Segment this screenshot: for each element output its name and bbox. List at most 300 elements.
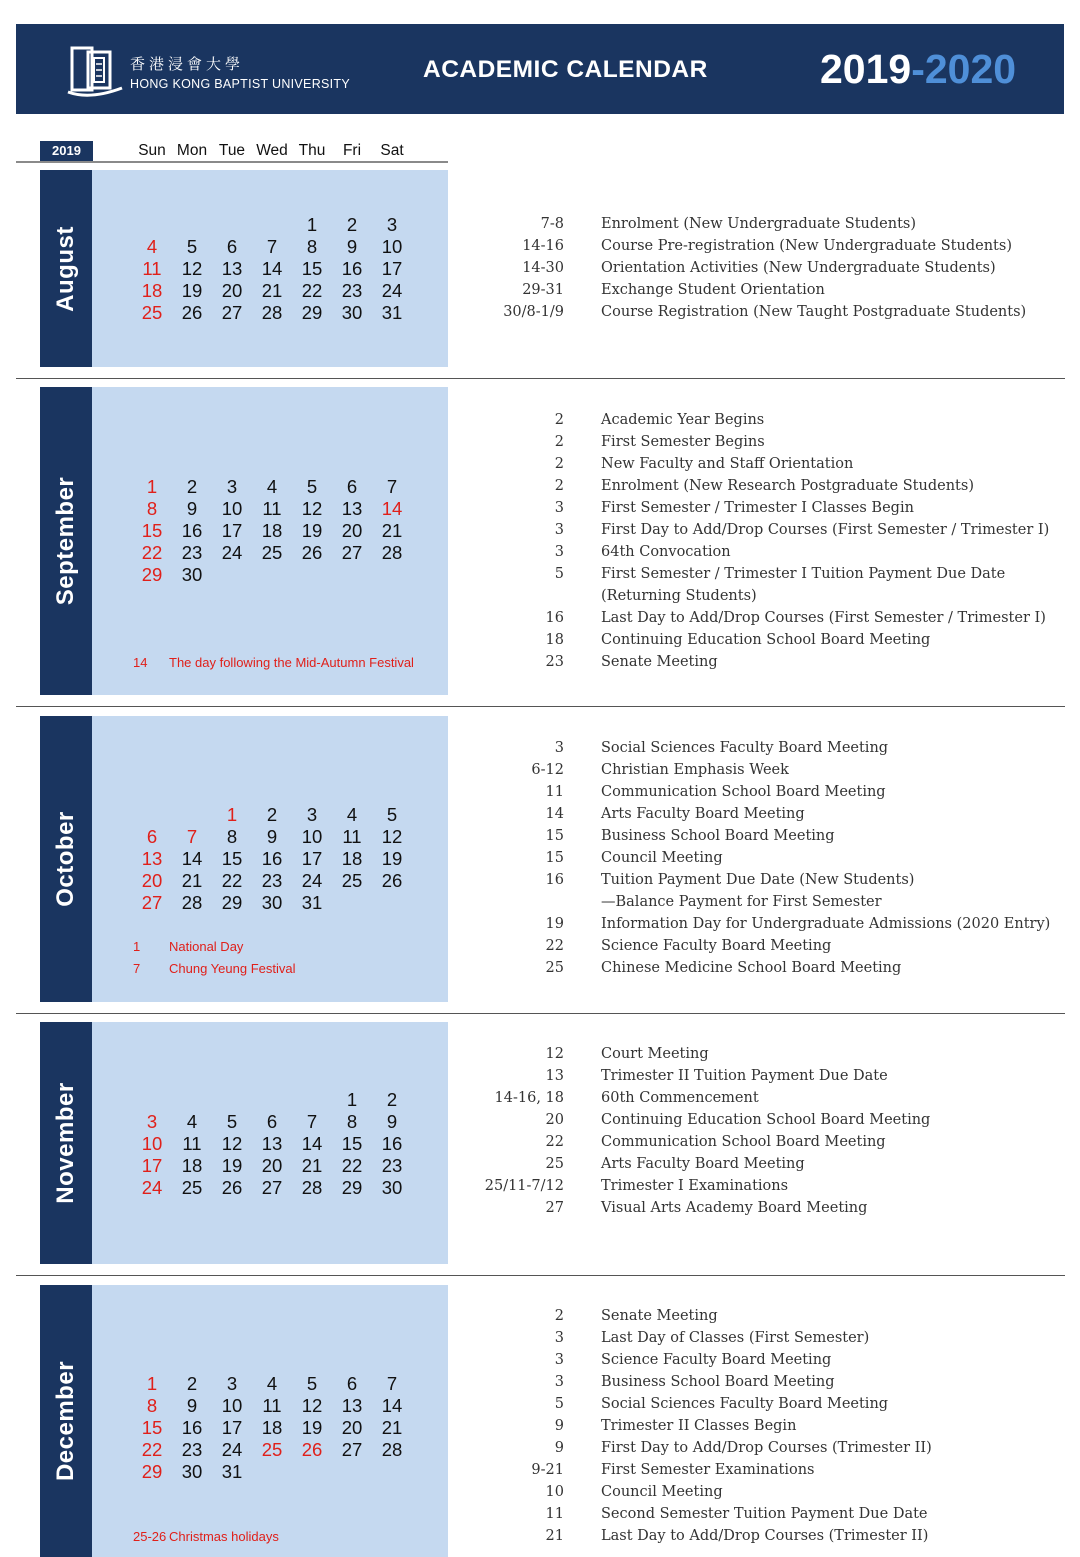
calendar-day: 30 bbox=[341, 302, 363, 323]
calendar-day: 29 bbox=[141, 564, 163, 585]
holiday-note-date: 14 bbox=[133, 655, 148, 670]
calendar-day: 11 bbox=[262, 498, 282, 519]
event-row bbox=[460, 1112, 1060, 1134]
month-name-november: November bbox=[52, 1082, 79, 1204]
calendar-day: 26 bbox=[301, 1439, 323, 1460]
event-date: 2 bbox=[554, 478, 564, 494]
event-row bbox=[460, 872, 1060, 894]
event-text: Tuition Payment Due Date (New Students) bbox=[601, 872, 915, 888]
event-text: Continuing Education School Board Meeting bbox=[601, 1112, 931, 1128]
event-row bbox=[460, 500, 1060, 522]
calendar-day: 26 bbox=[301, 542, 323, 563]
calendar-day: 21 bbox=[301, 1155, 323, 1176]
calendar-day: 11 bbox=[142, 258, 162, 279]
event-row bbox=[460, 828, 1060, 850]
event-text: Enrolment (New Research Postgraduate Students) bbox=[601, 478, 974, 494]
event-date: 11 bbox=[545, 784, 564, 800]
event-date: 7-8 bbox=[540, 216, 564, 232]
event-text: Last Day to Add/Drop Courses (First Semester / Trimester I) bbox=[601, 610, 1046, 626]
calendar-day: 12 bbox=[221, 1133, 243, 1154]
calendar-day: 20 bbox=[341, 520, 363, 541]
calendar-day: 26 bbox=[381, 870, 403, 891]
event-text: Continuing Education School Board Meeting bbox=[601, 632, 931, 648]
event-row bbox=[460, 216, 1060, 238]
month-separator bbox=[16, 706, 1065, 707]
calendar-day: 30 bbox=[181, 1461, 203, 1482]
event-text: Exchange Student Orientation bbox=[601, 282, 825, 298]
event-text: 64th Convocation bbox=[601, 544, 731, 560]
calendar-title: ACADEMIC CALENDAR bbox=[423, 56, 708, 83]
event-date: 30/8-1/9 bbox=[503, 304, 564, 320]
event-date: 14-16, 18 bbox=[494, 1090, 564, 1106]
event-date: 10 bbox=[545, 1484, 564, 1500]
calendar-day: 2 bbox=[186, 476, 198, 497]
calendar-day: 3 bbox=[146, 1111, 158, 1132]
calendar-day: 7 bbox=[266, 236, 278, 257]
calendar-day: 5 bbox=[306, 1373, 318, 1394]
event-text: —Balance Payment for First Semester bbox=[601, 894, 882, 910]
event-date: 14 bbox=[545, 806, 564, 822]
calendar-day: 12 bbox=[301, 498, 323, 519]
event-text: First Semester / Trimester I Classes Begin bbox=[601, 500, 914, 516]
event-row bbox=[460, 938, 1060, 960]
calendar-day: 27 bbox=[341, 1439, 363, 1460]
month-strip-october bbox=[40, 716, 92, 1002]
month-strip-december bbox=[40, 1285, 92, 1557]
event-text: Arts Faculty Board Meeting bbox=[601, 806, 805, 822]
event-date: 15 bbox=[545, 850, 564, 866]
university-name-chinese: 香港浸會大學 bbox=[130, 55, 245, 73]
calendar-day: 1 bbox=[146, 1373, 158, 1394]
calendar-day: 6 bbox=[346, 476, 358, 497]
event-row bbox=[460, 1352, 1060, 1374]
event-row bbox=[460, 544, 1060, 566]
event-date: 3 bbox=[554, 522, 564, 538]
event-date: 9 bbox=[554, 1418, 564, 1434]
calendar-day: 23 bbox=[261, 870, 283, 891]
event-text: First Semester Begins bbox=[601, 434, 765, 450]
event-text: Communication School Board Meeting bbox=[601, 1134, 886, 1150]
event-row bbox=[460, 456, 1060, 478]
event-date: 2 bbox=[554, 412, 564, 428]
calendar-day: 6 bbox=[346, 1373, 358, 1394]
month-separator bbox=[16, 378, 1065, 379]
calendar-day: 1 bbox=[346, 1089, 358, 1110]
calendar-day: 19 bbox=[381, 848, 403, 869]
calendar-day: 9 bbox=[186, 1395, 198, 1416]
calendar-day: 11 bbox=[182, 1133, 202, 1154]
calendar-day: 15 bbox=[341, 1133, 363, 1154]
calendar-day: 21 bbox=[261, 280, 283, 301]
weekday-label-tue: Tue bbox=[218, 142, 246, 159]
calendar-day: 12 bbox=[381, 826, 403, 847]
event-row bbox=[460, 566, 1060, 588]
calendar-day: 17 bbox=[301, 848, 323, 869]
event-text: First Semester / Trimester I Tuition Payment Due Date bbox=[601, 566, 1006, 582]
event-row bbox=[460, 412, 1060, 434]
calendar-day: 14 bbox=[381, 498, 403, 519]
calendar-day: 17 bbox=[381, 258, 403, 279]
calendar-day: 18 bbox=[341, 848, 363, 869]
calendar-day: 28 bbox=[381, 1439, 403, 1460]
calendar-day: 1 bbox=[146, 476, 158, 497]
event-text: Second Semester Tuition Payment Due Date bbox=[601, 1506, 928, 1522]
month-separator bbox=[16, 1275, 1065, 1276]
weekday-header-rule bbox=[16, 161, 448, 163]
event-date: 6-12 bbox=[531, 762, 564, 778]
event-row bbox=[460, 1396, 1060, 1418]
event-text: Trimester II Tuition Payment Due Date bbox=[601, 1068, 888, 1084]
event-date: 13 bbox=[545, 1068, 564, 1084]
event-text: Course Registration (New Taught Postgraduate Students) bbox=[601, 304, 1027, 320]
event-row bbox=[460, 522, 1060, 544]
month-name-october: October bbox=[52, 811, 79, 907]
calendar-day: 10 bbox=[381, 236, 403, 257]
calendar-day: 10 bbox=[221, 1395, 243, 1416]
event-date: 22 bbox=[545, 1134, 564, 1150]
calendar-day: 1 bbox=[306, 214, 318, 235]
event-text: First Day to Add/Drop Courses (First Semester / Trimester I) bbox=[601, 522, 1050, 538]
event-row bbox=[460, 1156, 1060, 1178]
calendar-day: 21 bbox=[181, 870, 203, 891]
calendar-day: 28 bbox=[381, 542, 403, 563]
calendar-day: 27 bbox=[261, 1177, 283, 1198]
calendar-day: 10 bbox=[141, 1133, 163, 1154]
calendar-day: 2 bbox=[346, 214, 358, 235]
calendar-day: 4 bbox=[266, 1373, 278, 1394]
event-text: Science Faculty Board Meeting bbox=[601, 1352, 832, 1368]
calendar-day: 27 bbox=[141, 892, 163, 913]
calendar-day: 9 bbox=[186, 498, 198, 519]
weekday-label-wed: Wed bbox=[256, 142, 288, 159]
event-text: Social Sciences Faculty Board Meeting bbox=[601, 1396, 889, 1412]
event-date: 2 bbox=[554, 434, 564, 450]
calendar-day: 15 bbox=[141, 1417, 163, 1438]
calendar-day: 22 bbox=[341, 1155, 363, 1176]
event-date: 23 bbox=[545, 654, 564, 670]
event-row bbox=[460, 588, 1060, 610]
calendar-day: 16 bbox=[261, 848, 283, 869]
year-end: 2020 bbox=[924, 46, 1017, 92]
event-text: First Semester Examinations bbox=[601, 1462, 815, 1478]
event-row bbox=[460, 784, 1060, 806]
event-row bbox=[460, 632, 1060, 654]
event-date: 25/11-7/12 bbox=[484, 1178, 564, 1194]
calendar-day: 11 bbox=[262, 1395, 282, 1416]
calendar-day: 24 bbox=[381, 280, 403, 301]
holiday-note bbox=[133, 655, 414, 670]
calendar-day: 2 bbox=[386, 1089, 398, 1110]
month-strip-november bbox=[40, 1022, 92, 1264]
holiday-note-text: Chung Yeung Festival bbox=[169, 961, 296, 976]
calendar-day: 26 bbox=[181, 302, 203, 323]
calendar-day: 23 bbox=[341, 280, 363, 301]
calendar-day: 18 bbox=[141, 280, 163, 301]
calendar-day: 5 bbox=[186, 236, 198, 257]
calendar-day: 26 bbox=[221, 1177, 243, 1198]
calendar-day: 24 bbox=[221, 542, 243, 563]
calendar-day: 25 bbox=[181, 1177, 203, 1198]
year-start: 2019 bbox=[820, 46, 912, 92]
event-date: 16 bbox=[545, 872, 564, 888]
calendar-day: 19 bbox=[301, 1417, 323, 1438]
event-date: 9 bbox=[554, 1440, 564, 1456]
calendar-day: 23 bbox=[181, 542, 203, 563]
event-row bbox=[460, 1308, 1060, 1330]
calendar-day: 16 bbox=[181, 520, 203, 541]
calendar-day: 4 bbox=[266, 476, 278, 497]
calendar-day: 19 bbox=[181, 280, 203, 301]
event-text: Information Day for Undergraduate Admissions (2020 Entry) bbox=[601, 916, 1051, 932]
calendar-day: 31 bbox=[381, 302, 403, 323]
calendar-day: 23 bbox=[181, 1439, 203, 1460]
weekday-header bbox=[132, 141, 412, 161]
calendar-day: 29 bbox=[301, 302, 323, 323]
event-row bbox=[460, 1484, 1060, 1506]
holiday-note bbox=[133, 1529, 279, 1544]
event-date: 3 bbox=[554, 1330, 564, 1346]
calendar-day: 28 bbox=[261, 302, 283, 323]
calendar-day: 30 bbox=[381, 1177, 403, 1198]
weekday-label-thu: Thu bbox=[298, 142, 326, 159]
calendar-day: 4 bbox=[146, 236, 158, 257]
event-text: Communication School Board Meeting bbox=[601, 784, 886, 800]
event-text: Trimester I Examinations bbox=[601, 1178, 789, 1194]
event-row bbox=[460, 654, 1060, 676]
event-row bbox=[460, 304, 1060, 326]
event-text: Course Pre-registration (New Undergraduate Students) bbox=[601, 238, 1012, 254]
university-logo bbox=[66, 42, 124, 100]
event-row bbox=[460, 260, 1060, 282]
calendar-day: 8 bbox=[346, 1111, 358, 1132]
event-text: Arts Faculty Board Meeting bbox=[601, 1156, 805, 1172]
event-row bbox=[460, 1528, 1060, 1550]
calendar-day: 8 bbox=[146, 1395, 158, 1416]
calendar-day: 19 bbox=[301, 520, 323, 541]
event-row bbox=[460, 1200, 1060, 1222]
calendar-day: 20 bbox=[221, 280, 243, 301]
event-text: Trimester II Classes Begin bbox=[601, 1418, 797, 1434]
event-date: 3 bbox=[554, 500, 564, 516]
holiday-note-text: Christmas holidays bbox=[169, 1529, 279, 1544]
calendar-day: 22 bbox=[141, 1439, 163, 1460]
calendar-day: 29 bbox=[141, 1461, 163, 1482]
calendar-day: 20 bbox=[141, 870, 163, 891]
weekday-label-mon: Mon bbox=[176, 142, 208, 159]
event-row bbox=[460, 740, 1060, 762]
month-name-august: August bbox=[52, 225, 79, 312]
weekday-label-sat: Sat bbox=[380, 142, 404, 159]
calendar-day: 24 bbox=[141, 1177, 163, 1198]
event-row bbox=[460, 894, 1060, 916]
event-date: 14-16 bbox=[522, 238, 564, 254]
event-text: New Faculty and Staff Orientation bbox=[601, 456, 854, 472]
calendar-day: 31 bbox=[301, 892, 323, 913]
header-banner bbox=[16, 24, 1064, 114]
calendar-day: 13 bbox=[221, 258, 243, 279]
event-date: 3 bbox=[554, 1352, 564, 1368]
calendar-day: 12 bbox=[301, 1395, 323, 1416]
event-row bbox=[460, 1134, 1060, 1156]
calendar-day: 13 bbox=[341, 1395, 363, 1416]
event-date: 2 bbox=[554, 1308, 564, 1324]
event-row bbox=[460, 1068, 1060, 1090]
calendar-day: 24 bbox=[301, 870, 323, 891]
calendar-day: 27 bbox=[221, 302, 243, 323]
calendar-day: 12 bbox=[181, 258, 203, 279]
calendar-day: 8 bbox=[146, 498, 158, 519]
calendar-day: 30 bbox=[181, 564, 203, 585]
event-row bbox=[460, 762, 1060, 784]
event-row bbox=[460, 1440, 1060, 1462]
calendar-day: 2 bbox=[186, 1373, 198, 1394]
calendar-day: 10 bbox=[301, 826, 323, 847]
calendar-day: 22 bbox=[141, 542, 163, 563]
event-date: 2 bbox=[554, 456, 564, 472]
event-date: 19 bbox=[545, 916, 564, 932]
calendar-day: 5 bbox=[306, 476, 318, 497]
event-row bbox=[460, 1178, 1060, 1200]
calendar-day: 29 bbox=[221, 892, 243, 913]
calendar-day: 14 bbox=[381, 1395, 403, 1416]
academic-year bbox=[820, 46, 1016, 93]
event-text: Orientation Activities (New Undergraduate Students) bbox=[601, 260, 996, 276]
event-text: 60th Commencement bbox=[601, 1090, 759, 1106]
calendar-day: 24 bbox=[221, 1439, 243, 1460]
calendar-day: 8 bbox=[226, 826, 238, 847]
calendar-day: 15 bbox=[221, 848, 243, 869]
event-text: Social Sciences Faculty Board Meeting bbox=[601, 740, 889, 756]
calendar-day: 31 bbox=[221, 1461, 243, 1482]
calendar-day: 6 bbox=[266, 1111, 278, 1132]
calendar-day: 23 bbox=[381, 1155, 403, 1176]
month-strip-september bbox=[40, 387, 92, 695]
month-name-december: December bbox=[52, 1360, 79, 1482]
event-row bbox=[460, 478, 1060, 500]
event-row bbox=[460, 1374, 1060, 1396]
month-separator bbox=[16, 1013, 1065, 1014]
calendar-day: 5 bbox=[386, 804, 398, 825]
event-date: 27 bbox=[545, 1200, 564, 1216]
event-text: Council Meeting bbox=[601, 850, 723, 866]
calendar-day: 2 bbox=[266, 804, 278, 825]
calendar-day: 30 bbox=[261, 892, 283, 913]
calendar-day: 27 bbox=[341, 542, 363, 563]
calendar-day: 29 bbox=[341, 1177, 363, 1198]
calendar-day: 19 bbox=[221, 1155, 243, 1176]
event-row bbox=[460, 916, 1060, 938]
calendar-day: 8 bbox=[306, 236, 318, 257]
calendar-day: 13 bbox=[341, 498, 363, 519]
calendar-day: 13 bbox=[141, 848, 163, 869]
event-text: Visual Arts Academy Board Meeting bbox=[601, 1200, 868, 1216]
calendar-day: 13 bbox=[261, 1133, 283, 1154]
event-text: Science Faculty Board Meeting bbox=[601, 938, 832, 954]
event-date: 3 bbox=[554, 740, 564, 756]
calendar-day: 1 bbox=[226, 804, 238, 825]
holiday-note-date: 1 bbox=[133, 939, 141, 954]
holiday-note bbox=[133, 939, 243, 954]
event-text: First Day to Add/Drop Courses (Trimester II) bbox=[601, 1440, 932, 1456]
calendar-day: 17 bbox=[221, 1417, 243, 1438]
calendar-day: 14 bbox=[181, 848, 203, 869]
event-text: Court Meeting bbox=[601, 1046, 709, 1062]
calendar-day: 25 bbox=[261, 1439, 283, 1460]
calendar-day: 11 bbox=[342, 826, 362, 847]
event-date: 3 bbox=[554, 544, 564, 560]
calendar-day: 6 bbox=[226, 236, 238, 257]
calendar-day: 25 bbox=[261, 542, 283, 563]
event-date: 14-30 bbox=[522, 260, 564, 276]
university-name-english: HONG KONG BAPTIST UNIVERSITY bbox=[130, 77, 351, 91]
event-date: 29-31 bbox=[522, 282, 564, 298]
event-date: 25 bbox=[545, 1156, 564, 1172]
event-row bbox=[460, 960, 1060, 982]
event-text: Business School Board Meeting bbox=[601, 828, 835, 844]
event-row bbox=[460, 806, 1060, 828]
calendar-day: 7 bbox=[386, 476, 398, 497]
calendar-day: 18 bbox=[181, 1155, 203, 1176]
calendar-day: 15 bbox=[141, 520, 163, 541]
calendar-day: 22 bbox=[301, 280, 323, 301]
month-name-september: September bbox=[52, 476, 79, 606]
event-date: 5 bbox=[554, 566, 564, 582]
event-text: Christian Emphasis Week bbox=[601, 762, 789, 778]
calendar-day: 16 bbox=[181, 1417, 203, 1438]
event-row bbox=[460, 1462, 1060, 1484]
calendar-day: 16 bbox=[381, 1133, 403, 1154]
calendar-day: 9 bbox=[266, 826, 278, 847]
calendar-day: 14 bbox=[261, 258, 283, 279]
calendar-day: 3 bbox=[226, 476, 238, 497]
calendar-day: 22 bbox=[221, 870, 243, 891]
event-row bbox=[460, 434, 1060, 456]
event-date: 9-21 bbox=[531, 1462, 564, 1478]
event-text: Business School Board Meeting bbox=[601, 1374, 835, 1390]
event-row bbox=[460, 610, 1060, 632]
event-text: Last Day of Classes (First Semester) bbox=[601, 1330, 870, 1346]
event-text: Enrolment (New Undergraduate Students) bbox=[601, 216, 916, 232]
calendar-day: 9 bbox=[386, 1111, 398, 1132]
event-row bbox=[460, 850, 1060, 872]
event-text: Senate Meeting bbox=[601, 1308, 718, 1324]
event-date: 18 bbox=[545, 632, 564, 648]
calendar-day: 3 bbox=[306, 804, 318, 825]
calendar-day: 9 bbox=[346, 236, 358, 257]
calendar-day: 20 bbox=[341, 1417, 363, 1438]
calendar-day: 21 bbox=[381, 1417, 403, 1438]
event-date: 16 bbox=[545, 610, 564, 626]
event-text: (Returning Students) bbox=[601, 588, 757, 604]
holiday-note-text: The day following the Mid-Autumn Festival bbox=[169, 655, 414, 670]
calendar-year-badge: 2019 bbox=[40, 141, 93, 161]
event-date: 3 bbox=[554, 1374, 564, 1390]
event-date: 5 bbox=[554, 1396, 564, 1412]
year-separator: - bbox=[911, 46, 925, 92]
event-row bbox=[460, 1090, 1060, 1112]
event-date: 12 bbox=[545, 1046, 564, 1062]
weekday-label-sun: Sun bbox=[138, 142, 166, 159]
event-row bbox=[460, 238, 1060, 260]
calendar-day: 28 bbox=[301, 1177, 323, 1198]
event-text: Chinese Medicine School Board Meeting bbox=[601, 960, 902, 976]
calendar-day: 3 bbox=[226, 1373, 238, 1394]
calendar-day: 17 bbox=[141, 1155, 163, 1176]
event-date: 21 bbox=[545, 1528, 564, 1544]
calendar-day: 15 bbox=[301, 258, 323, 279]
calendar-day: 3 bbox=[386, 214, 398, 235]
event-date: 15 bbox=[545, 828, 564, 844]
